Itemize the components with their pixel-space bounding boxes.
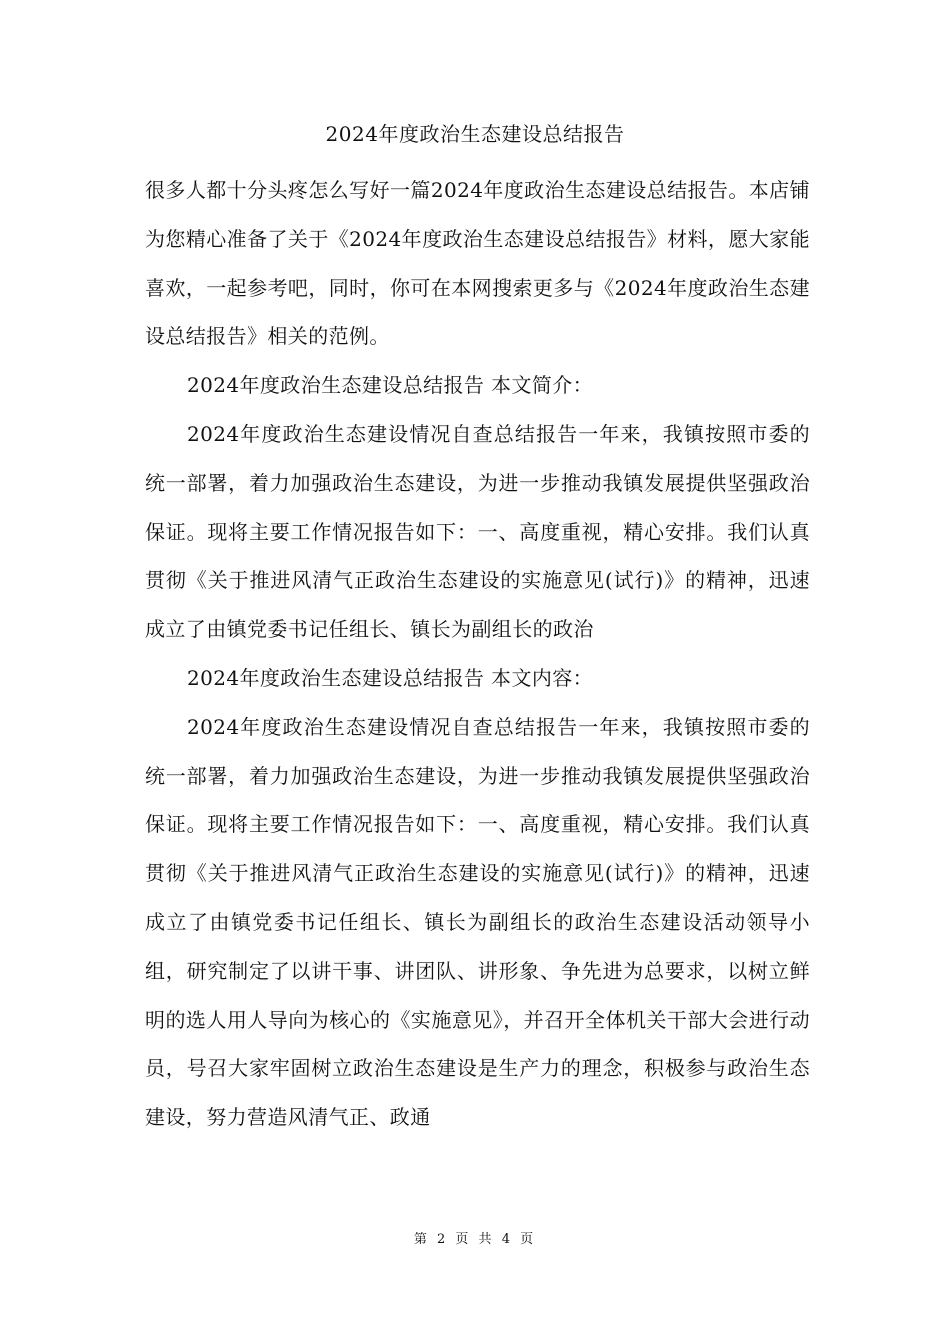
summary-heading: 2024年度政治生态建设总结报告 本文简介： bbox=[187, 373, 594, 398]
content-heading: 2024年度政治生态建设总结报告 本文内容： bbox=[187, 665, 594, 690]
document-body bbox=[145, 166, 810, 1142]
intro-paragraph: 很多人都十分头疼怎么写好一篇2024年度政治生态建设总结报告。本店铺为您精心准备了关于《2024年度政治生态建设总结报告》材料，愿大家能喜欢，一起参考吧，同时，你可在本网搜索更多与《2024年度政治生态建设总结报告》相关的范例。 bbox=[145, 178, 810, 349]
content-paragraph: 2024年度政治生态建设情况自查总结报告一年来，我镇按照市委的统一部署，着力加强政治生态建设，为进一步推动我镇发展提供坚强政治保证。现将主要工作情况报告如下：一、高度重视，精心安排。我们认真贯彻《关于推进风清气正政治生态建设的实施意见(试行)》的精神，迅速成立了由镇党委书记任组长、镇长为副组长的政治生态建设活动领导小组，研究制定了以讲干事、讲团队、讲形象、争先进为总要求，以树立鲜明的选人用人导向为核心的《实施意见》，并召开全体机关干部大会进行动员，号召大家牢固树立政治生态建设是生产力的理念，积极参与政治生态建设，努力营造风清气正、政通 bbox=[145, 714, 810, 1130]
summary-paragraph: 2024年度政治生态建设情况自查总结报告一年来，我镇按照市委的统一部署，着力加强政治生态建设，为进一步推动我镇发展提供坚强政治保证。现将主要工作情况报告如下：一、高度重视，精心安排。我们认真贯彻《关于推进风清气正政治生态建设的实施意见(试行)》的精神，迅速成立了由镇党委书记任组长、镇长为副组长的政治 bbox=[145, 421, 810, 642]
document-title: 2024年度政治生态建设总结报告 bbox=[325, 122, 625, 146]
page-number-footer: 第 2 页 共 4 页 bbox=[413, 1232, 537, 1247]
